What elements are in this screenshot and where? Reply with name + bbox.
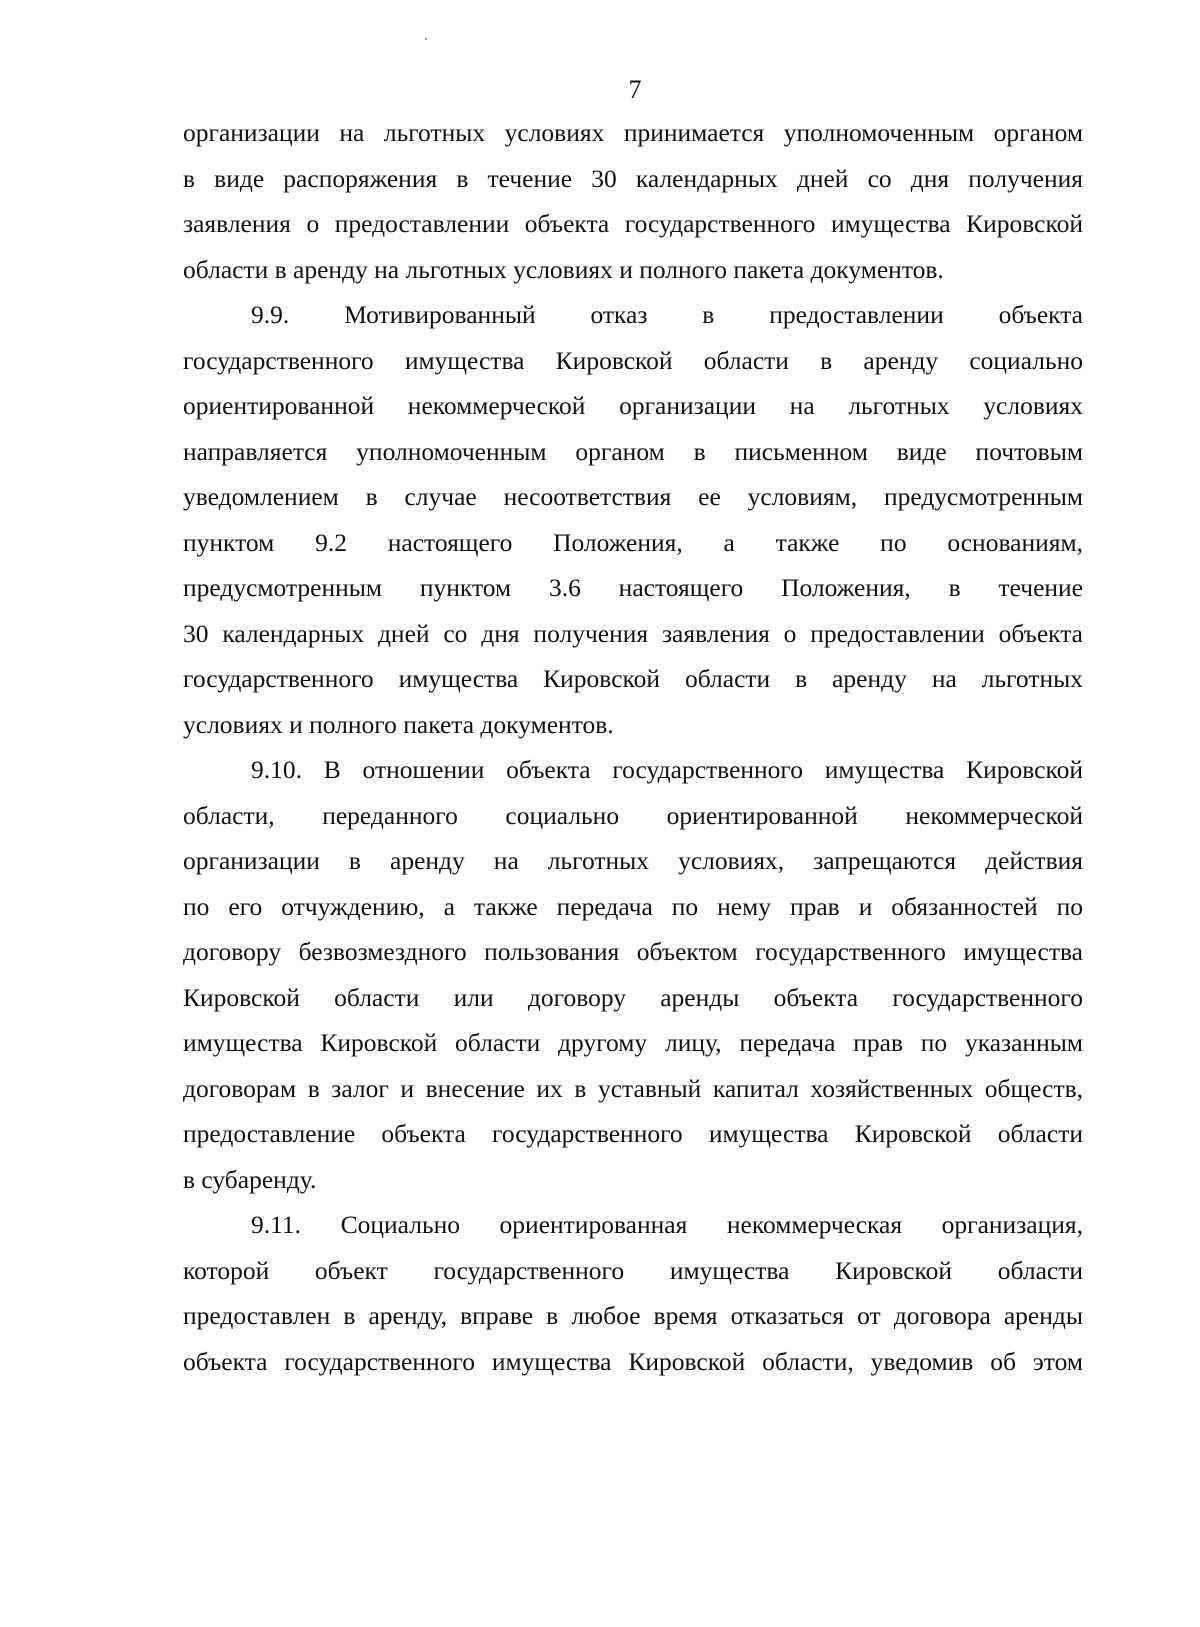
- scan-speck: [425, 38, 427, 40]
- text-line: в виде распоряжения в течение 30 календарных дней со дня получения: [183, 163, 1083, 193]
- paragraph-9-9: [183, 292, 1083, 747]
- text-line: которой объект государственного имущества Кировской области: [183, 1255, 1083, 1285]
- text-line: договорам в залог и внесение их в уставный капитал хозяйственных обществ,: [183, 1073, 1083, 1103]
- text-line: Кировской области или договору аренды объекта государственного: [183, 982, 1083, 1012]
- page-number: 7: [628, 75, 642, 104]
- text-line: предоставлен в аренду, вправе в любое время отказаться от договора аренды: [183, 1301, 1083, 1330]
- text-line: предоставление объекта государственного имущества Кировской области: [183, 1119, 1083, 1148]
- text-line: направляется уполномоченным органом в письменном виде почтовым: [183, 436, 1083, 466]
- text-line: заявления о предоставлении объекта государственного имущества Кировской: [183, 209, 1083, 238]
- text-line: условиях и полного пакета документов.: [183, 709, 614, 739]
- paragraph-9-11: [183, 1202, 1083, 1384]
- text-line: 9.9. Мотивированный отказ в предоставлении объекта: [251, 300, 1083, 329]
- body-text: [183, 110, 1083, 1384]
- text-line: области, переданного социально ориентированной некоммерческой: [183, 800, 1083, 830]
- text-line: договору безвозмездного пользования объектом государственного имущества: [183, 937, 1083, 966]
- text-line: организации в аренду на льготных условиях, запрещаются действия: [183, 846, 1083, 875]
- text-line: 30 календарных дней со дня получения заявления о предоставлении объекта: [183, 618, 1083, 648]
- text-line: государственного имущества Кировской области в аренду социально: [183, 345, 1083, 375]
- text-line: организации на льготных условиях принимается уполномоченным органом: [183, 118, 1083, 147]
- text-line: пунктом 9.2 настоящего Положения, а также по основаниям,: [183, 527, 1083, 557]
- text-line: предусмотренным пунктом 3.6 настоящего Положения, в течение: [183, 573, 1083, 602]
- text-line: ориентированной некоммерческой организации на льготных условиях: [183, 391, 1083, 420]
- text-line: по его отчуждению, а также передача по нему прав и обязанностей по: [183, 891, 1083, 921]
- text-line: государственного имущества Кировской области в аренду на льготных: [183, 664, 1083, 693]
- paragraph-9-10: [183, 747, 1083, 1202]
- text-line: объекта государственного имущества Кировской области, уведомив об этом: [183, 1346, 1083, 1376]
- text-line: 9.11. Социально ориентированная некоммерческая организация,: [251, 1210, 1083, 1239]
- paragraph-continuation: [183, 110, 1083, 292]
- text-line: уведомлением в случае несоответствия ее условиям, предусмотренным: [183, 482, 1083, 511]
- text-line: 9.10. В отношении объекта государственного имущества Кировской: [251, 755, 1083, 784]
- text-line: в субаренду.: [183, 1164, 317, 1194]
- text-line: области в аренду на льготных условиях и полного пакета документов.: [183, 254, 944, 284]
- text-line: имущества Кировской области другому лицу, передача прав по указанным: [183, 1028, 1083, 1057]
